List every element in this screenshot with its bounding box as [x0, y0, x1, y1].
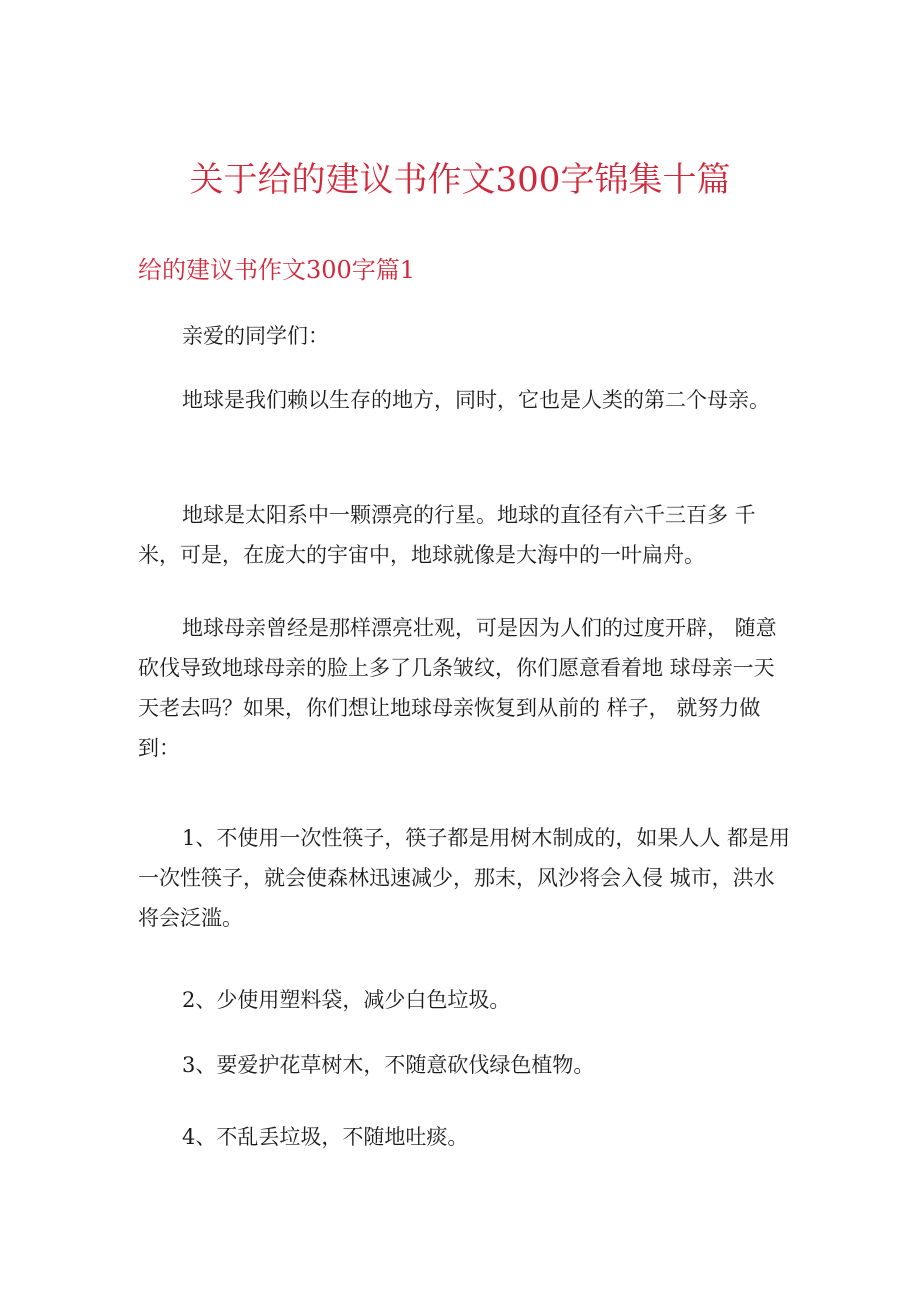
section-heading: 给的建议书作文300字篇1 — [138, 256, 416, 284]
greeting-paragraph: 亲爱的同学们： — [182, 324, 329, 348]
list-item-paragraph: 3、要爱护花草树木，不随意砍伐绿色植物。 — [182, 1053, 595, 1077]
list-item-paragraph: 1、不使用一次性筷子，筷子都是用树木制成的，如果人人 都是用一次性筷子，就会使森林迅速减少，那末，风沙将会入侵 城市，洪水将会泛滥。 — [138, 826, 791, 930]
list-item-paragraph: 2、少使用塑料袋，减少白色垃圾。 — [182, 988, 511, 1012]
list-item-paragraph: 4、不乱丢垃圾，不随地吐痰。 — [182, 1125, 469, 1149]
document-title: 关于给的建议书作文300字锦集十篇 — [189, 160, 731, 200]
body-paragraph: 地球是我们赖以生存的地方，同时，它也是人类的第二个母亲。 — [182, 388, 770, 412]
body-paragraph: 地球母亲曾经是那样漂亮壮观，可是因为人们的过度开辟， 随意砍伐导致地球母亲的脸上多了几条皱纹，你们愿意看着地 球母亲一天天老去吗？如果，你们想让地球母亲恢复到从前的 样子， 就努力做到： — [138, 616, 777, 760]
body-paragraph: 地球是太阳系中一颗漂亮的行星。地球的直径有六千三百多 千米，可是，在庞大的宇宙中，地球就像是大海中的一叶扁舟。 — [138, 503, 756, 567]
